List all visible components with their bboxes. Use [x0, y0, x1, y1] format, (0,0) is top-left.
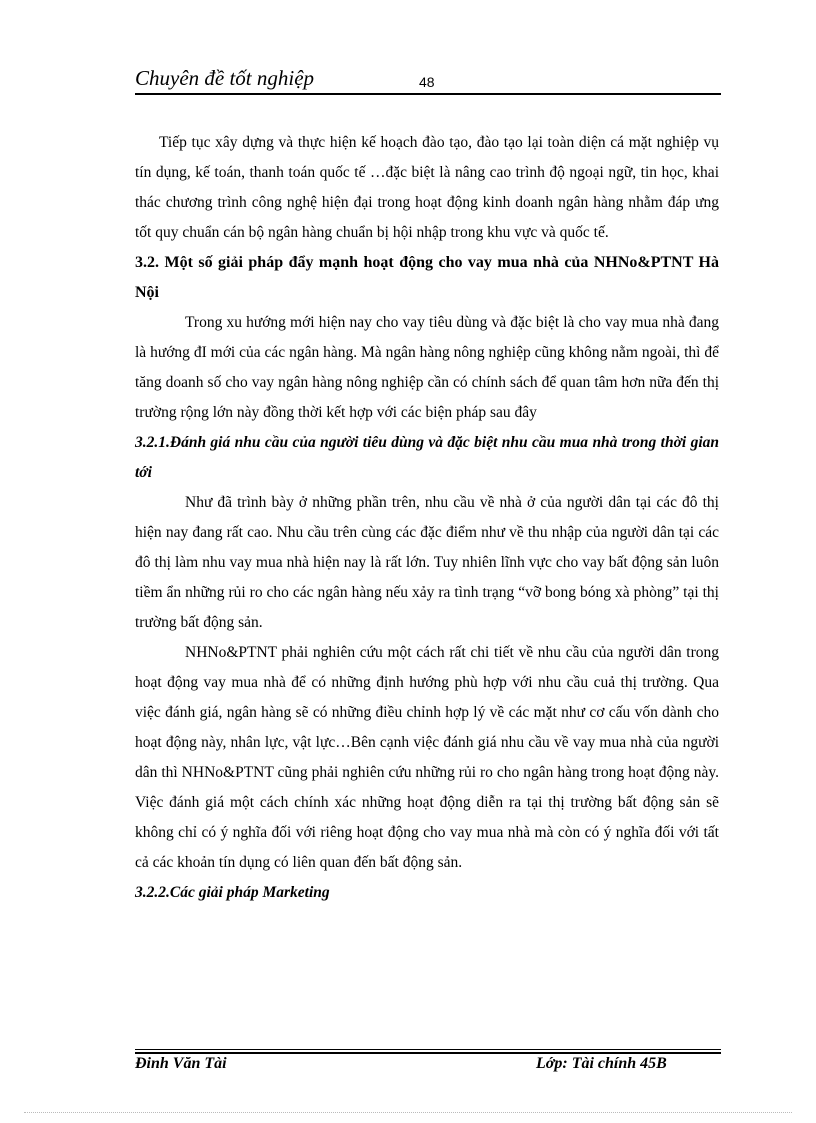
header-rule [135, 93, 721, 95]
document-body [135, 128, 719, 908]
footer-rule-thin [135, 1049, 721, 1050]
section-heading-3-2: 3.2. Một số giải pháp đẩy mạnh hoạt động cho vay mua nhà của NHNo&PTNT Hà Nội [135, 254, 719, 301]
page-number: 48 [419, 74, 435, 90]
page-header [135, 64, 721, 94]
footer-class: Lớp: Tài chính 45B [536, 1055, 667, 1072]
paragraph-demand: Như đã trình bày ở những phần trên, nhu cầu về nhà ở của người dân tại các đô thị hiện nay đang rất cao. Nhu cầu trên cùng các đặc điểm như về thu nhập của người dân tại các đô thị làm nhu vay mua nhà hiện nay là rất lớn. Tuy nhiên lĩnh vực cho vay bất động sản luôn tiềm ẩn những rủi ro cho các ngân hàng nếu xảy ra tình trạng “vỡ bong bóng xà phòng” tại thị trường bất động sản. [135, 494, 719, 631]
paragraph-trend: Trong xu hướng mới hiện nay cho vay tiêu dùng và đặc biệt là cho vay mua nhà đang là hướng đI mới của các ngân hàng. Mà ngân hàng nông nghiệp cũng không nằm ngoài, thì để tăng doanh số cho vay ngân hàng nông nghiệp cần có chính sách để quan tâm hơn nữa đến thị trường rộng lớn này đồng thời kết hợp với các biện pháp sau đây [135, 314, 719, 421]
subsection-heading-3-2-2: 3.2.2.Các giải pháp Marketing [135, 884, 330, 901]
header-title: Chuyên đề tốt nghiệp [135, 66, 315, 90]
page-edge-divider [24, 1112, 792, 1113]
subsection-heading-3-2-1: 3.2.1.Đánh giá nhu cầu của người tiêu dùng và đặc biệt nhu cầu mua nhà trong thời gian tới [135, 434, 719, 481]
footer-rule-thick [135, 1052, 721, 1054]
paragraph-training: Tiếp tục xây dựng và thực hiện kế hoạch đào tạo, đào tạo lại toàn diện cá mặt nghiệp vụ tín dụng, kế toán, thanh toán quốc tế …đặc biệt là nâng cao trình độ ngoại ngữ, tin học, khai thác chương trình công nghệ hiện đại trong hoạt động kinh doanh ngân hàng nhằm đáp ưng tốt quy chuẩn cán bộ ngân hàng chuẩn bị hội nhập trong khu vực và quốc tế. [135, 134, 719, 241]
footer-author: Đinh Văn Tài [135, 1055, 227, 1072]
paragraph-research: NHNo&PTNT phải nghiên cứu một cách rất chi tiết về nhu cầu của người dân trong hoạt động vay mua nhà để có những định hướng phù hợp với nhu cầu cuả thị trường. Qua việc đánh giá, ngân hàng sẽ có những điều chỉnh hợp lý về các mặt như cơ cấu vốn dành cho hoạt động này, nhân lực, vật lực…Bên cạnh việc đánh giá nhu cầu về vay mua nhà của người dân thì NHNo&PTNT cũng phải nghiên cứu những rủi ro cho ngân hàng trong hoạt động này. Việc đánh giá một cách chính xác những hoạt động diễn ra tại thị trường bất động sản sẽ không chỉ có ý nghĩa đối với riêng hoạt động cho vay mua nhà mà còn có ý nghĩa đối với tất cả các khoản tín dụng có liên quan đến bất động sản. [135, 644, 719, 871]
